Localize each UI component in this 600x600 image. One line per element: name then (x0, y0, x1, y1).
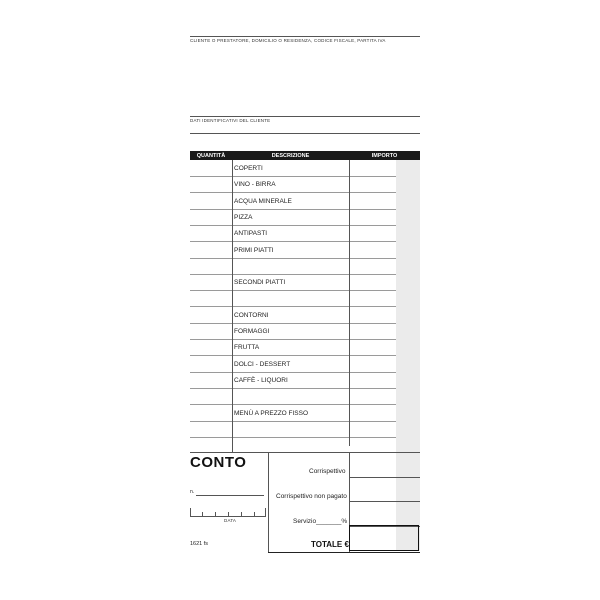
table-row[interactable] (190, 356, 420, 373)
table-row[interactable] (190, 258, 420, 275)
table-header (190, 151, 420, 160)
table-row[interactable] (190, 209, 420, 226)
number-field[interactable] (196, 495, 264, 496)
table-row[interactable] (190, 339, 420, 356)
corrispettivo-non-pagato-label: Corrispettivo non pagato (276, 493, 347, 500)
row-label: PIZZA (234, 213, 253, 221)
table-row[interactable] (190, 290, 420, 307)
client-data-top-line (190, 116, 420, 117)
client-data-bottom-line (190, 133, 420, 134)
footer-top-line (190, 452, 420, 453)
row-label: FRUTTA (234, 344, 260, 352)
footer-bottom-line (268, 552, 420, 553)
table-row[interactable] (190, 193, 420, 210)
row-label: PRIMI PIATTI (234, 246, 274, 254)
table-row[interactable] (190, 421, 420, 438)
description-column-divider (349, 160, 350, 446)
date-label: DATA (224, 518, 237, 523)
corrispettivo-label: Corrispettivo (309, 468, 346, 475)
restaurant-bill-form (190, 36, 420, 552)
row-label: ACQUA MINERALE (234, 197, 292, 205)
quantity-column-divider (232, 160, 233, 453)
row-label: CONTORNI (234, 311, 269, 319)
table-row[interactable] (190, 405, 420, 422)
client-data-caption: DATI IDENTIFICATIVI DEL CLIENTE (190, 118, 271, 123)
servizio-label: Servizio_______% (293, 518, 348, 525)
column-header-quantity: QUANTITÀ (196, 152, 226, 159)
client-info-line (190, 36, 420, 37)
row-label: SECONDI PIATTI (234, 279, 286, 287)
table-row[interactable] (190, 242, 420, 259)
table-row[interactable] (190, 372, 420, 389)
row-label: CAFFÈ - LIQUORI (234, 376, 288, 384)
row-label: COPERTI (234, 165, 263, 172)
client-info-caption: CLIENTE O PRESTATORE, DOMICILIO O RESIDENZA, CODICE FISCALE, PARTITA IVA (190, 38, 386, 43)
row-label: VINO - BIRRA (234, 181, 276, 189)
column-header-amount: IMPORTO (371, 152, 398, 159)
table-row[interactable] (190, 176, 420, 193)
row-label: FORMAGGI (234, 328, 270, 335)
footer-divider (268, 452, 269, 552)
table-row[interactable] (190, 160, 420, 177)
conto-title: CONTO (190, 454, 247, 471)
column-header-description: DESCRIZIONE (271, 152, 310, 159)
form-code: 1621 fs (190, 541, 209, 547)
table-row[interactable] (190, 323, 420, 340)
totale-field[interactable] (349, 525, 419, 551)
corrispettivo-non-pagato-field[interactable] (349, 501, 420, 502)
row-label: ANTIPASTI (234, 230, 268, 238)
corrispettivo-field[interactable] (349, 477, 420, 478)
row-label: DOLCI - DESSERT (234, 360, 291, 368)
date-field[interactable] (190, 508, 266, 517)
number-label: n. (190, 489, 195, 495)
table-row[interactable] (190, 307, 420, 324)
totale-label: TOTALE € (311, 540, 349, 549)
amount-cents-shade (396, 160, 420, 551)
table-row[interactable] (190, 274, 420, 291)
table-row[interactable] (190, 225, 420, 242)
row-label: MENÙ A PREZZO FISSO (234, 409, 309, 417)
table-row[interactable] (190, 388, 420, 405)
